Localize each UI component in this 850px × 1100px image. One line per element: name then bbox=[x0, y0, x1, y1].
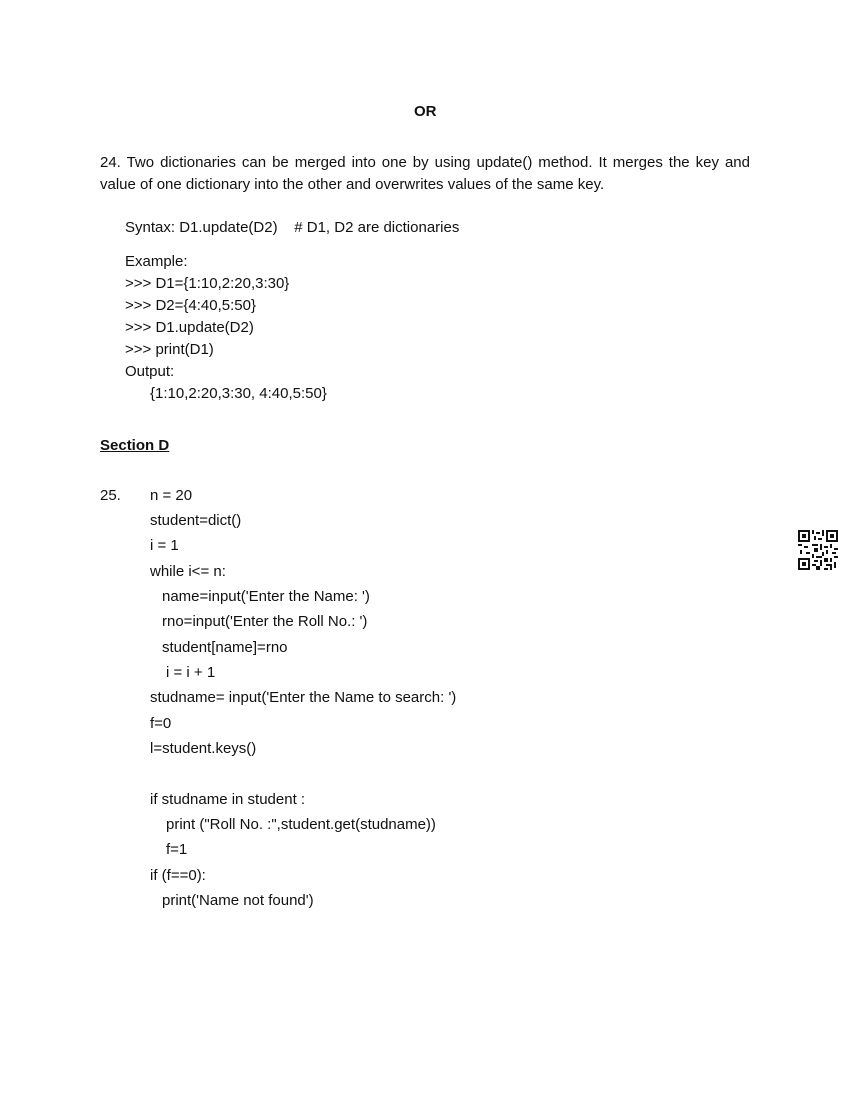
code-line: n = 20 bbox=[150, 487, 193, 504]
example-line: >>> print(D1) bbox=[125, 341, 214, 358]
code-line: f=0 bbox=[150, 715, 172, 732]
question-24-body: Two dictionaries can be merged into one by using update() method. It merges the key and value of one dictionary into the other and overwrites values of the same key. bbox=[100, 154, 750, 193]
code-line: if (f==0): bbox=[150, 867, 206, 884]
example-line: >>> D1.update(D2) bbox=[125, 319, 254, 336]
code-line: studname= input('Enter the Name to search: ') bbox=[150, 689, 457, 706]
code-line: print ("Roll No. :",student.get(studname)) bbox=[166, 816, 436, 833]
syntax-line: Syntax: D1.update(D2) # D1, D2 are dictionaries bbox=[125, 219, 460, 236]
example-line: >>> D2={4:40,5:50} bbox=[125, 297, 256, 314]
code-line: while i<= n: bbox=[150, 563, 226, 580]
code-line: student[name]=rno bbox=[162, 639, 288, 656]
example-line: >>> D1={1:10,2:20,3:30} bbox=[125, 275, 290, 292]
section-d-heading: Section D bbox=[100, 437, 170, 454]
code-line: name=input('Enter the Name: ') bbox=[162, 588, 370, 605]
code-line: l=student.keys() bbox=[150, 740, 257, 757]
code-line: if studname in student : bbox=[150, 791, 306, 808]
code-line: student=dict() bbox=[150, 512, 242, 529]
code-line: i = i + 1 bbox=[166, 664, 216, 681]
code-line: rno=input('Enter the Roll No.: ') bbox=[162, 613, 368, 630]
code-line: print('Name not found') bbox=[162, 892, 314, 909]
question-25-number: 25. bbox=[100, 487, 121, 504]
example-label: Example: bbox=[125, 253, 188, 270]
code-line: i = 1 bbox=[150, 537, 179, 554]
question-24-number: 24. bbox=[100, 154, 121, 171]
code-line: f=1 bbox=[166, 841, 188, 858]
qr-code-icon bbox=[798, 530, 838, 570]
output-label: Output: bbox=[125, 363, 175, 380]
question-24-text bbox=[100, 152, 750, 196]
output-value: {1:10,2:20,3:30, 4:40,5:50} bbox=[150, 385, 327, 402]
or-heading: OR bbox=[414, 103, 437, 120]
